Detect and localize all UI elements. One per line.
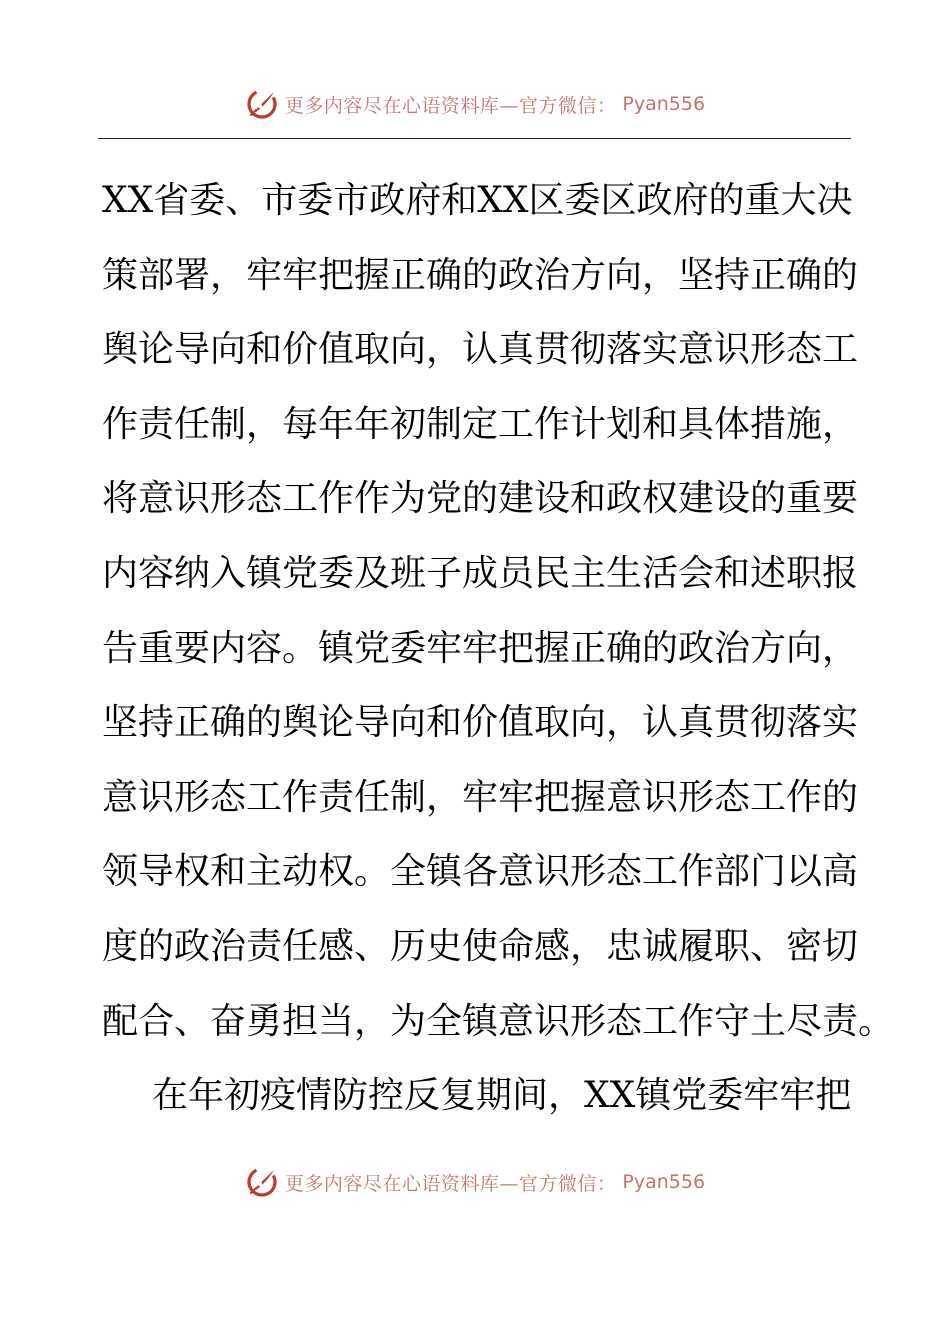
body-line: 策部署，牢牢把握正确的政治方向，坚持正确的	[102, 254, 859, 296]
body-line: 将意识形态工作作为党的建设和政权建设的重要	[102, 478, 859, 520]
body-line: 内容纳入镇党委及班子成员民主生活会和述职报	[102, 552, 859, 594]
body-line: 度的政治责任感、历史使命感，忠诚履职、密切	[102, 925, 859, 967]
document-body	[102, 168, 895, 1138]
body-line: XX省委、市委市政府和XX区委区政府的重大决	[102, 180, 853, 221]
header-text: 更多内容尽在心语资料库—官方微信：	[284, 94, 617, 117]
header-divider	[98, 138, 851, 139]
footer-text: 更多内容尽在心语资料库—官方微信：	[284, 1172, 617, 1195]
quill-circle-logo-icon	[245, 87, 279, 121]
body-line: 作责任制，每年年初制定工作计划和具体措施，	[102, 403, 859, 445]
body-line-paragraph-start: 在年初疫情防控反复期间，XX镇党委牢牢把	[152, 1075, 852, 1117]
body-line: 意识形态工作责任制，牢牢把握意识形态工作的	[102, 776, 859, 818]
footer-banner	[0, 1162, 950, 1202]
header-wechat-handle: Pyan556	[622, 93, 706, 115]
quill-circle-logo-icon	[245, 1165, 279, 1199]
body-line: 配合、奋勇担当，为全镇意识形态工作守土尽责。	[102, 1000, 895, 1042]
footer-wechat-handle: Pyan556	[622, 1171, 706, 1193]
body-line: 领导权和主动权。全镇各意识形态工作部门以高	[102, 851, 859, 893]
body-line: 告重要内容。镇党委牢牢把握正确的政治方向，	[102, 627, 859, 669]
header-banner	[0, 84, 950, 124]
body-line: 舆论导向和价值取向，认真贯彻落实意识形态工	[102, 329, 859, 371]
body-line: 坚持正确的舆论导向和价值取向，认真贯彻落实	[102, 702, 859, 744]
